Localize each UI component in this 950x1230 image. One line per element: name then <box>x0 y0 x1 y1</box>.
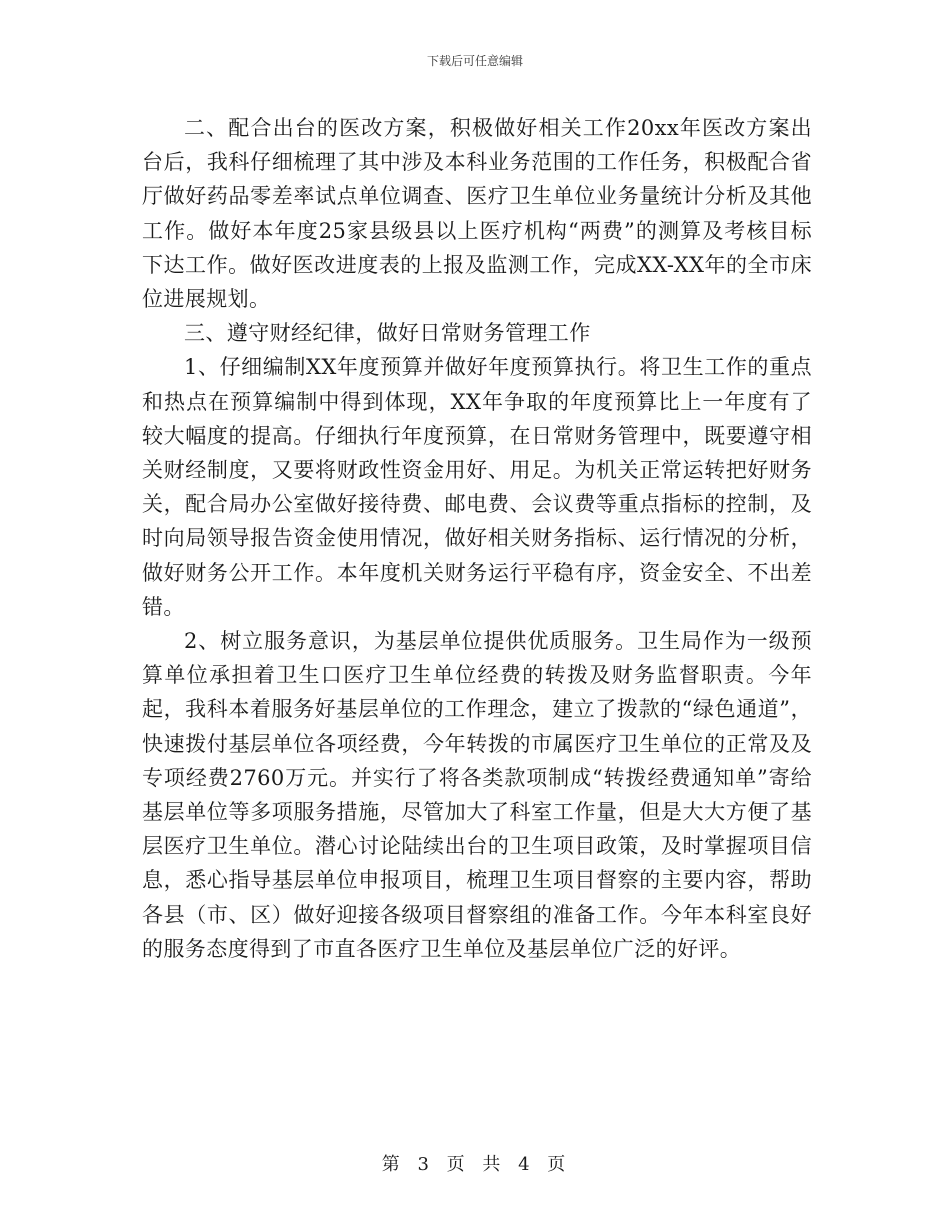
paragraph-service: 2、树立服务意识，为基层单位提供优质服务。卫生局作为一级预算单位承担着卫生口医疗卫生单位经费的转拨及财务监督职责。今年起，我科本着服务好基层单位的工作理念，建立了拨款的“绿色通道”，快速拨付基层单位各项经费，今年转拨的市属医疗卫生单位的正常及及专项经费2760万元。并实行了将各类款项制成“转拨经费通知单”寄给基层单位等多项服务措施，尽管加大了科室工作量，但是大大方便了基层医疗卫生单位。潜心讨论陆续出台的卫生项目政策，及时掌握项目信息，悉心指导基层单位申报项目，梳理卫生项目督察的主要内容，帮助各县（市、区）做好迎接各级项目督察组的准备工作。今年本科室良好的服务态度得到了市直各医疗卫生单位及基层单位广泛的好评。 <box>142 629 812 961</box>
header-note: 下载后可任意编辑 <box>426 54 523 68</box>
paragraph-section-heading-finance: 三、遵守财经纪律，做好日常财务管理工作 <box>184 321 591 346</box>
paragraph-budget: 1、仔细编制XX年度预算并做好年度预算执行。将卫生工作的重点和热点在预算编制中得到体现，XX年争取的年度预算比上一年度有了较大幅度的提高。仔细执行年度预算，在日常财务管理中，既要遵守相关财经制度，又要将财政性资金用好、用足。为机关正常运转把好财务关，配合局办公室做好接待费、邮电费、会议费等重点指标的控制，及时向局领导报告资金使用情况，做好相关财务指标、运行情况的分析，做好财务公开工作。本年度机关财务运行平稳有序，资金安全、不出差错。 <box>142 355 812 619</box>
document-body <box>142 111 812 966</box>
page-number: 第 3 页 共 4 页 <box>381 1154 569 1175</box>
paragraph-medical-reform: 二、配合出台的医改方案，积极做好相关工作20xx年医改方案出台后，我科仔细梳理了其中涉及本科业务范围的工作任务，积极配合省厅做好药品零差率试点单位调查、医疗卫生单位业务量统计分析及其他工作。做好本年度25家县级县以上医疗机构“两费”的测算及考核目标下达工作。做好医改进度表的上报及监测工作，完成XX-XX年的全市床位进展规划。 <box>142 116 812 312</box>
